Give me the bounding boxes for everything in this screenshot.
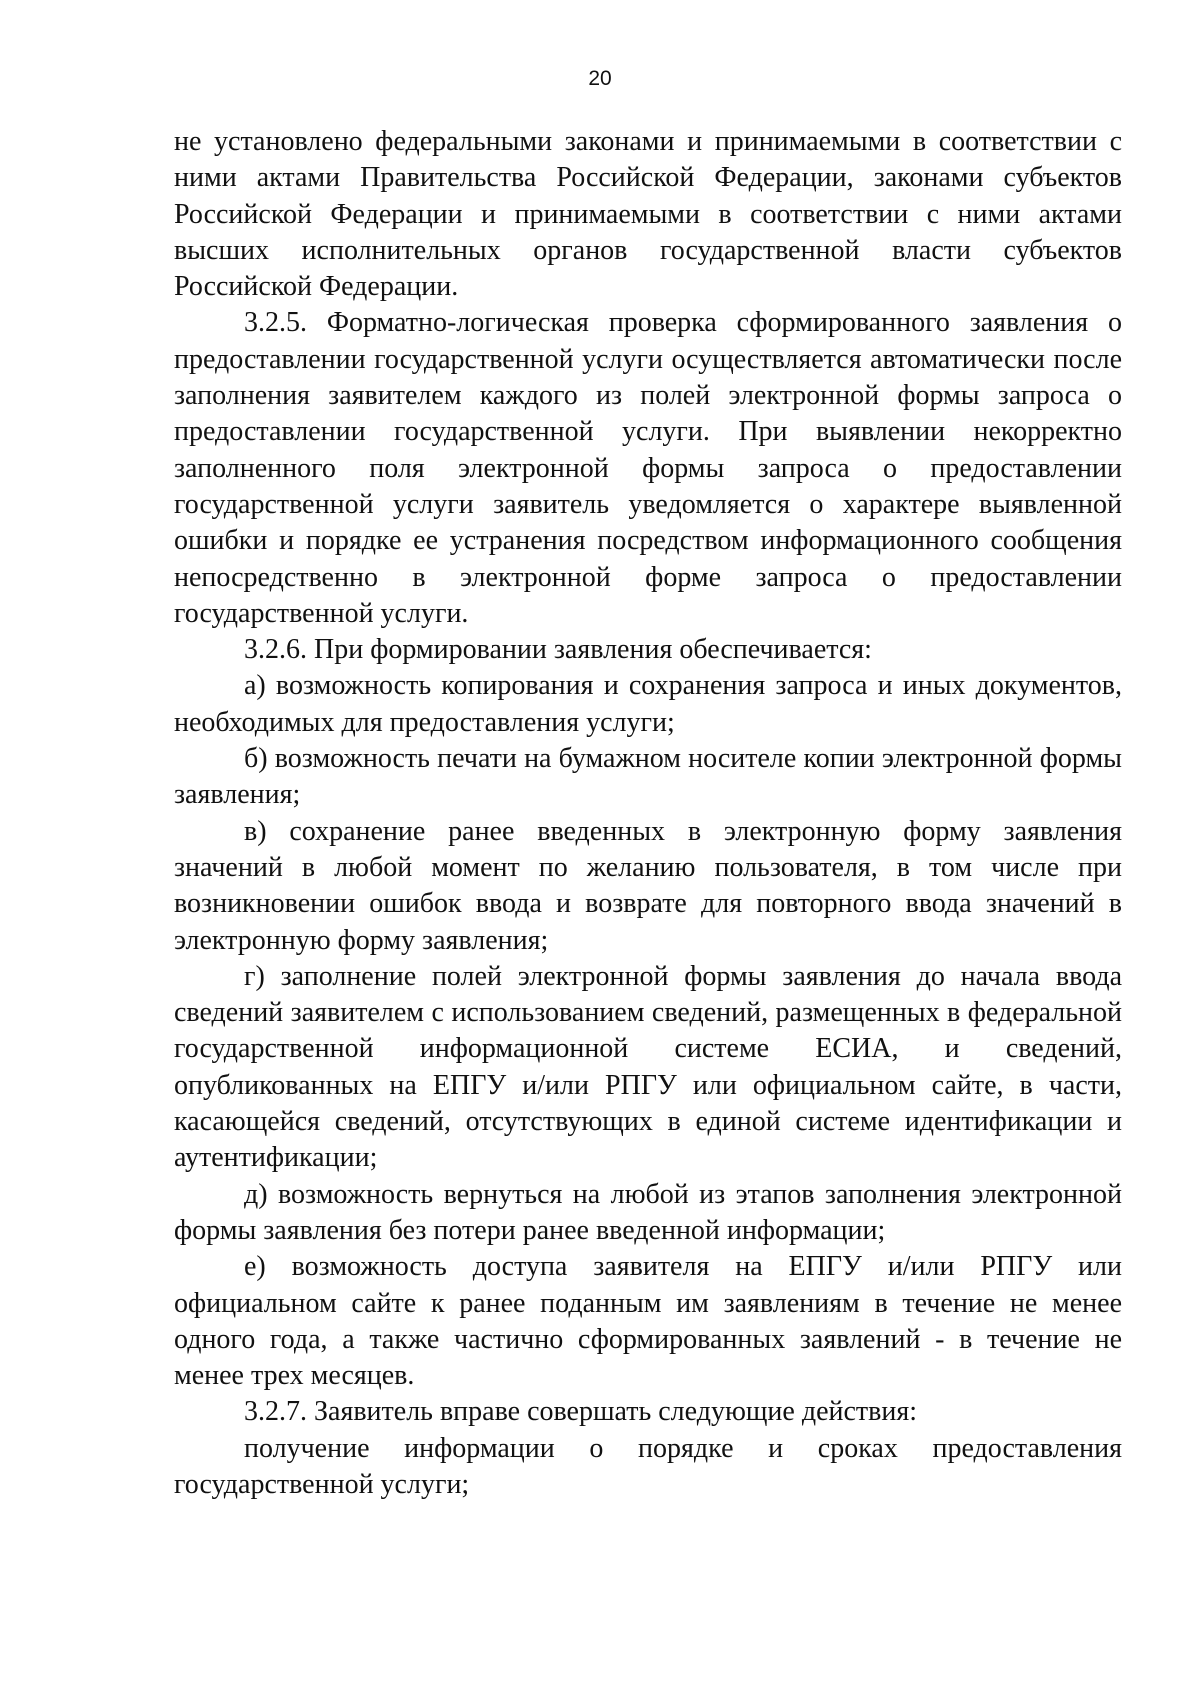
page-number: 20 — [588, 67, 612, 90]
document-body — [174, 124, 1122, 1503]
paragraph-continuation: не установлено федеральными законами и принимаемыми в соответствии с ними актами Правительства Российской Федерации, законами субъектов Российской Федерации и принимаемыми в соответствии с ними актами высших исполнительных органов государственной власти субъектов Российской Федерации. — [174, 126, 1122, 303]
list-item-d: д) возможность вернуться на любой из этапов заполнения электронной формы заявления без потери ранее введенной информации; — [174, 1178, 1122, 1246]
paragraph-3-2-5: 3.2.5. Форматно-логическая проверка сформированного заявления о предоставлении государственной услуги осуществляется автоматически после заполнения заявителем каждого из полей электронной формы запроса о предоставлении государственной услуги. При выявлении некорректно заполненного поля электронной формы запроса о предоставлении государственной услуги заявитель уведомляется о характере выявленной ошибки и порядке ее устранения посредством информационного сообщения непосредственно в электронной форме запроса о предоставлении государственной услуги. — [174, 307, 1122, 629]
paragraph-3-2-7: 3.2.7. Заявитель вправе совершать следующие действия: — [244, 1396, 918, 1428]
list-item-e: е) возможность доступа заявителя на ЕПГУ и/или РПГУ или официальном сайте к ранее поданным им заявлениям в течение не менее одного года, а также частично сформированных заявлений - в течение не менее трех месяцев. — [174, 1251, 1122, 1392]
list-item-a: а) возможность копирования и сохранения запроса и иных документов, необходимых для предоставления услуги; — [174, 670, 1122, 738]
paragraph-3-2-6: 3.2.6. При формировании заявления обеспечивается: — [244, 634, 872, 666]
list-item-v: в) сохранение ранее введенных в электронную форму заявления значений в любой момент по желанию пользователя, в том числе при возникновении ошибок ввода и возврате для повторного ввода значений в электронную форму заявления; — [174, 815, 1122, 956]
list-item-b: б) возможность печати на бумажном носителе копии электронной формы заявления; — [174, 743, 1122, 811]
action-item-information: получение информации о порядке и сроках предоставления государственной услуги; — [174, 1432, 1122, 1500]
list-item-g: г) заполнение полей электронной формы заявления до начала ввода сведений заявителем с использованием сведений, размещенных в федеральной государственной информационной системе ЕСИА, и сведений, опубликованных на ЕПГУ и/или РПГУ или официальном сайте, в части, касающейся сведений, отсутствующих в единой системе идентификации и аутентификации; — [174, 960, 1122, 1174]
